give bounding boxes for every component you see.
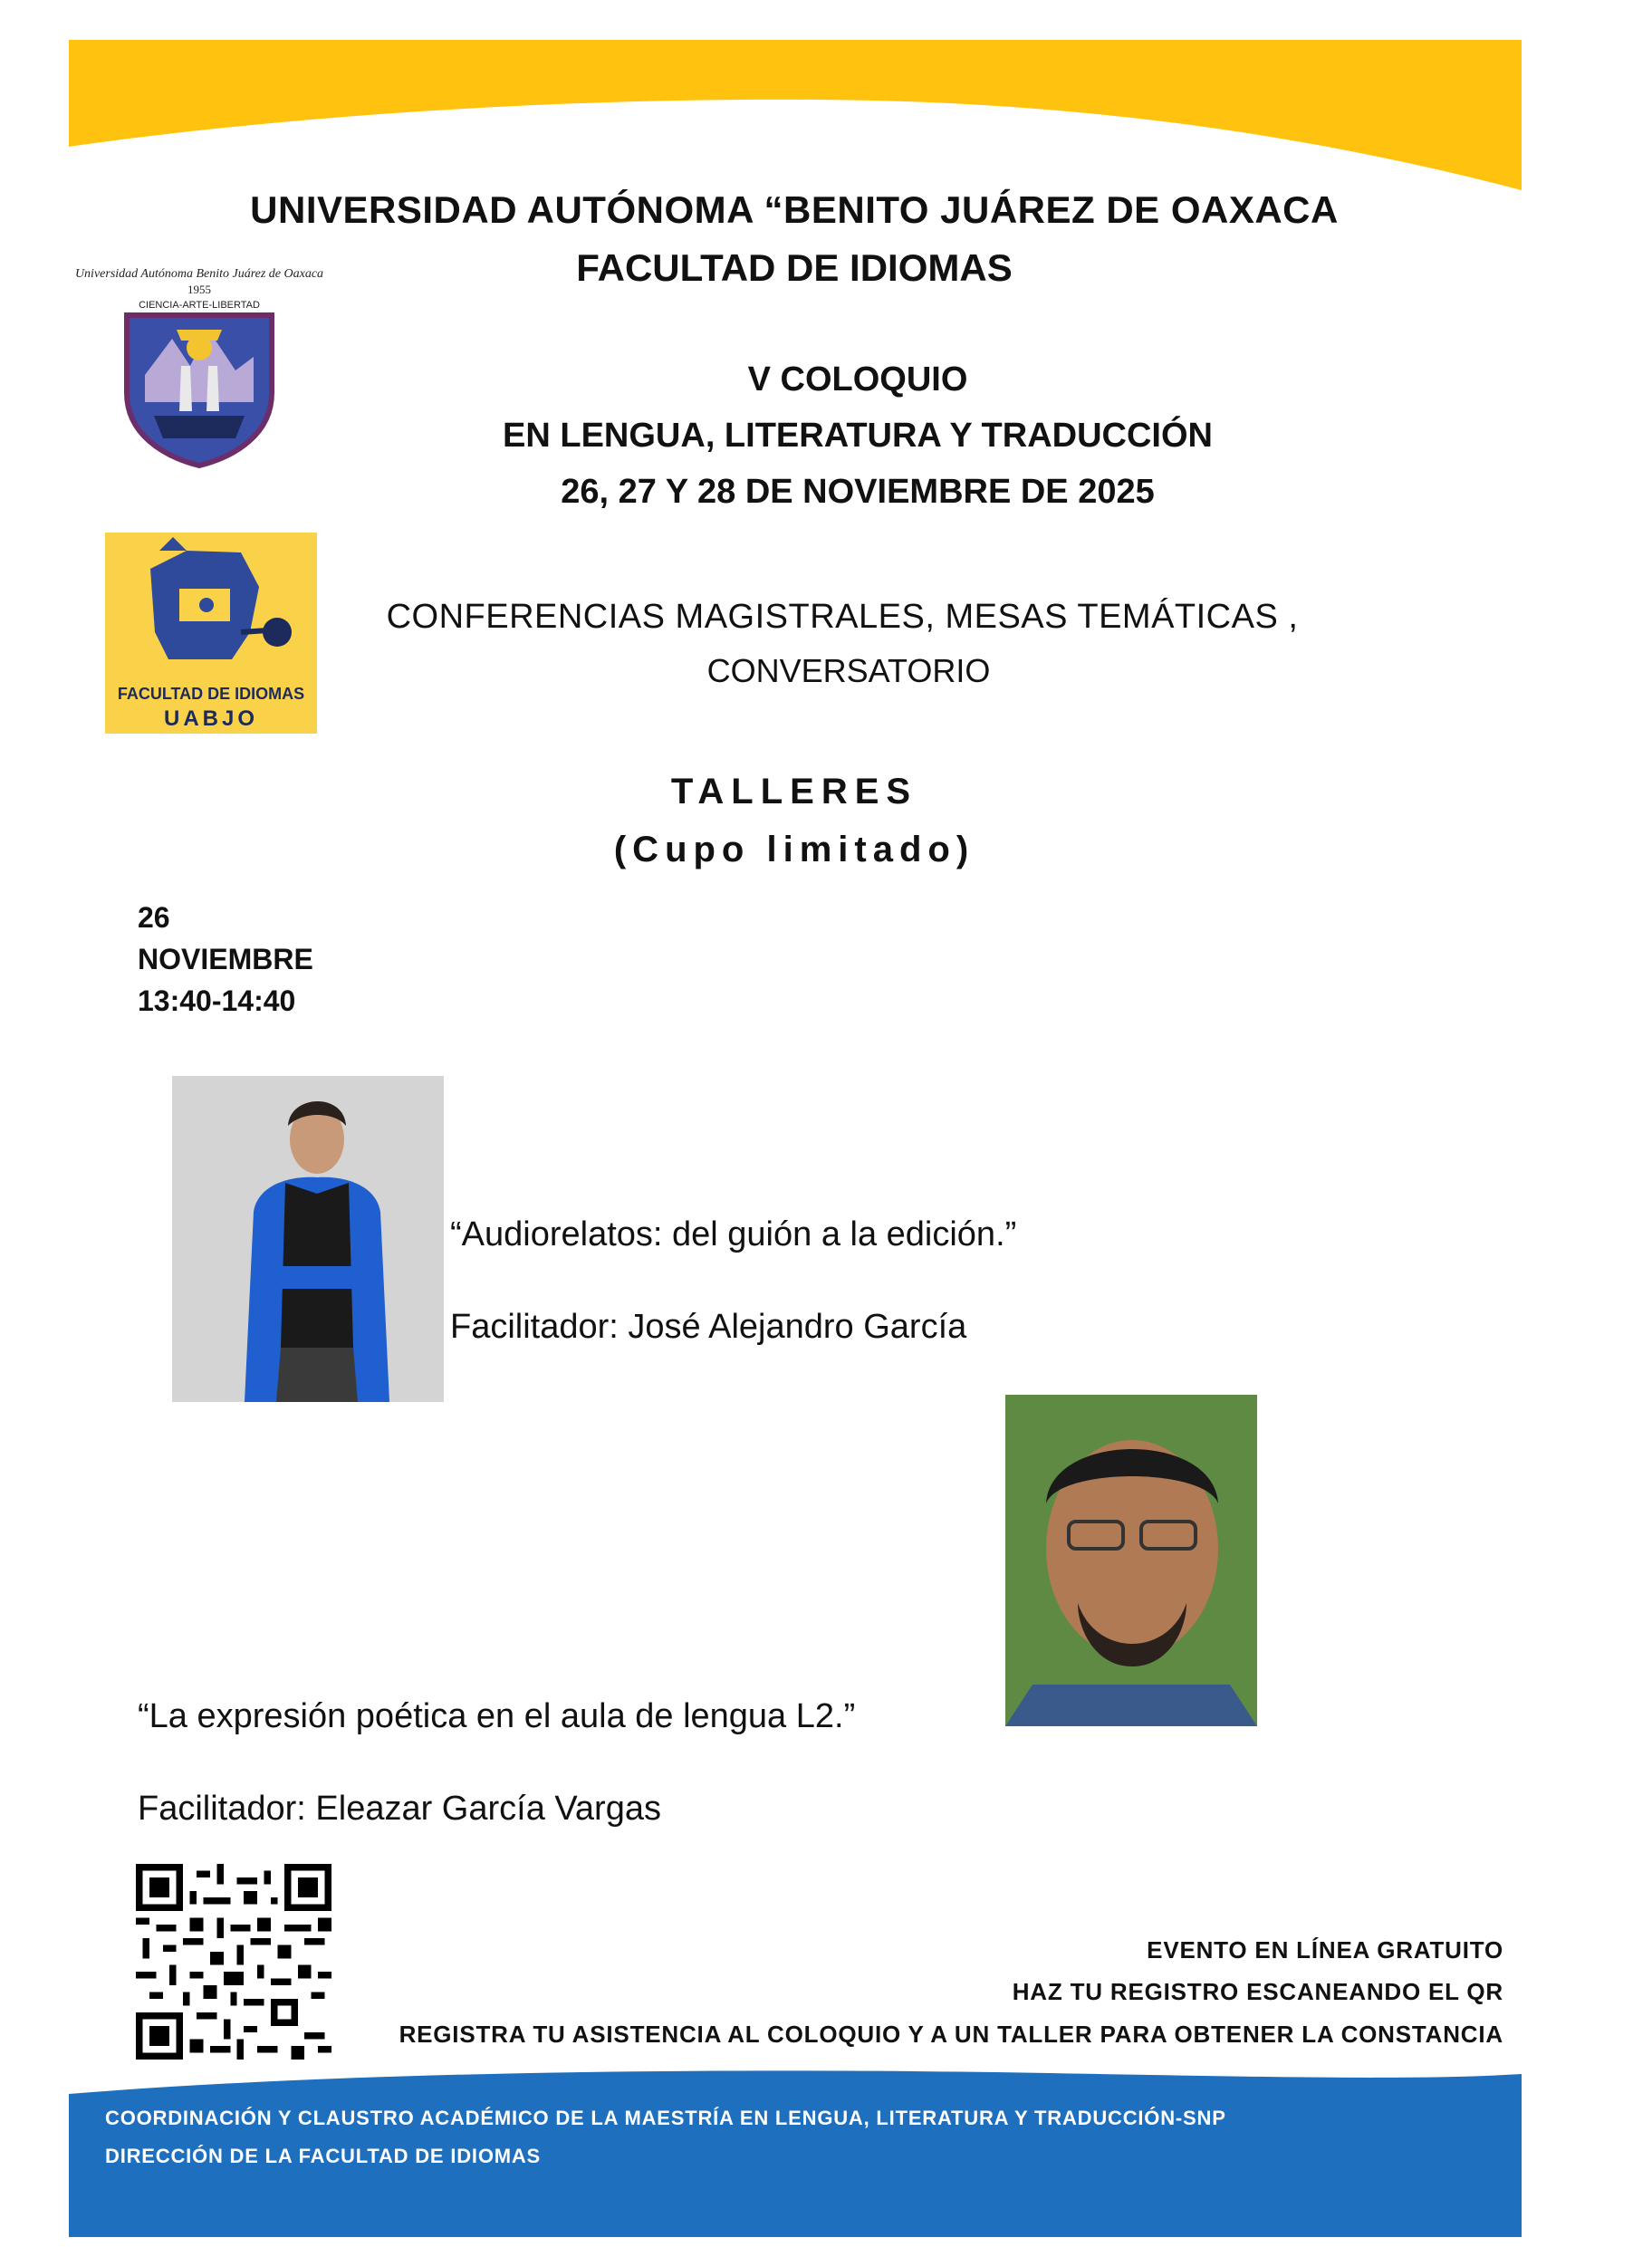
university-name: UNIVERSIDAD AUTÓNOMA “BENITO JUÁREZ DE OAXACA	[250, 188, 1339, 231]
event-activities-line2: CONVERSATORIO	[706, 652, 991, 689]
registration-qr-code[interactable]	[136, 1864, 331, 2060]
schedule-month: NOVIEMBRE	[138, 943, 313, 975]
schedule-day: 26	[138, 901, 170, 934]
workshop-2-facilitator: Facilitador: Eleazar García Vargas	[138, 1790, 661, 1828]
workshop-1-facilitator: Facilitador: José Alejandro García	[450, 1308, 967, 1346]
event-dates: 26, 27 Y 28 DE NOVIEMBRE DE 2025	[561, 473, 1155, 511]
schedule-time: 13:40-14:40	[138, 984, 296, 1017]
talleres-title: TALLERES	[670, 772, 918, 811]
faculty-logo-line2: UABJO	[163, 706, 258, 731]
top-banner	[0, 0, 1589, 208]
event-activities-line1: CONFERENCIAS MAGISTRALES, MESAS TEMÁTICAS ,	[386, 598, 1299, 636]
registration-line-1: EVENTO EN LÍNEA GRATUITO	[1147, 1936, 1503, 1964]
registration-line-3: REGISTRA TU ASISTENCIA AL COLOQUIO Y A UN TALLER PARA OBTENER LA CONSTANCIA	[399, 2021, 1503, 2048]
footer-line-1: COORDINACIÓN Y CLAUSTRO ACADÉMICO DE LA MAESTRÍA EN LENGUA, LITERATURA Y TRADUCCIÓN-SNP	[105, 2107, 1226, 2129]
registration-line-2: HAZ TU REGISTRO ESCANEANDO EL QR	[1012, 1978, 1503, 2005]
event-name-line1: V COLOQUIO	[747, 360, 968, 399]
facilitator-photo-2	[1005, 1395, 1257, 1726]
seal-year: 1955	[187, 283, 211, 296]
faculty-logo-line1: FACULTAD DE IDIOMAS	[117, 685, 305, 703]
facilitator-photo-1	[172, 1076, 444, 1402]
seal-motto: CIENCIA-ARTE-LIBERTAD	[139, 300, 260, 311]
faculty-name: FACULTAD DE IDIOMAS	[576, 246, 1013, 289]
talleres-note: (Cupo limitado)	[613, 830, 975, 869]
seal-ring-text: Universidad Autónoma Benito Juárez de Oaxaca	[74, 267, 324, 281]
workshop-1-title: “Audiorelatos: del guión a la edición.”	[450, 1215, 1017, 1253]
workshop-schedule	[138, 897, 313, 1022]
footer-line-2: DIRECCIÓN DE LA FACULTAD DE IDIOMAS	[105, 2145, 542, 2167]
event-name-line2: EN LENGUA, LITERATURA Y TRADUCCIÓN	[503, 417, 1213, 455]
workshop-2-title: “La expresión poética en el aula de lengua L2.”	[138, 1697, 856, 1735]
